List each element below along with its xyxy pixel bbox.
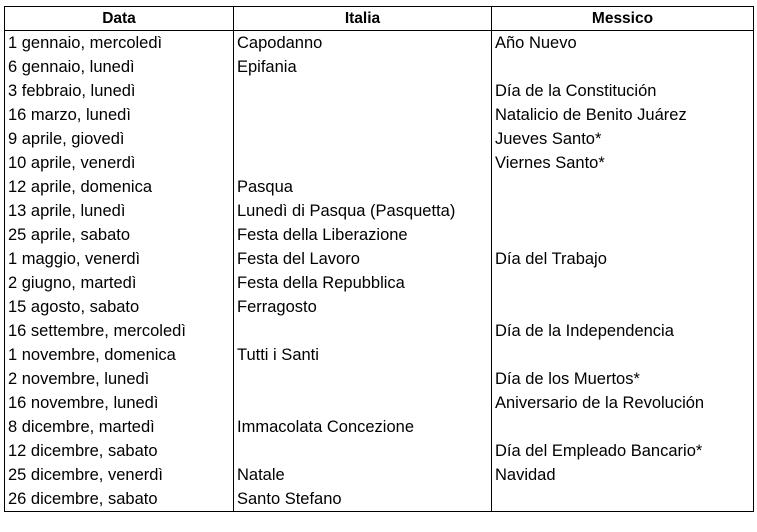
italia-cell: Lunedì di Pasqua (Pasquetta) [234, 199, 492, 223]
table-row [5, 487, 754, 512]
date-cell: 12 dicembre, sabato [5, 439, 234, 463]
messico-cell: Día del Trabajo [492, 247, 754, 271]
italia-cell [234, 127, 492, 151]
date-cell: 26 dicembre, sabato [5, 487, 234, 512]
messico-cell: Viernes Santo* [492, 151, 754, 175]
italia-cell [234, 391, 492, 415]
date-cell: 25 aprile, sabato [5, 223, 234, 247]
italia-cell [234, 319, 492, 343]
date-cell: 1 gennaio, mercoledì [5, 31, 234, 56]
table-row [5, 391, 754, 415]
messico-cell: Natalicio de Benito Juárez [492, 103, 754, 127]
table-row [5, 175, 754, 199]
table-row [5, 367, 754, 391]
messico-cell: Día del Empleado Bancario* [492, 439, 754, 463]
table-row [5, 127, 754, 151]
italia-cell: Ferragosto [234, 295, 492, 319]
messico-cell [492, 223, 754, 247]
table-row [5, 415, 754, 439]
italia-cell: Epifania [234, 55, 492, 79]
table-row [5, 319, 754, 343]
messico-cell [492, 343, 754, 367]
date-cell: 3 febbraio, lunedì [5, 79, 234, 103]
italia-cell [234, 79, 492, 103]
italia-cell: Santo Stefano [234, 487, 492, 512]
table-row [5, 103, 754, 127]
messico-cell: Día de la Constitución [492, 79, 754, 103]
messico-cell [492, 199, 754, 223]
table-row [5, 271, 754, 295]
italia-cell: Pasqua [234, 175, 492, 199]
date-cell: 16 novembre, lunedì [5, 391, 234, 415]
date-cell: 16 marzo, lunedì [5, 103, 234, 127]
date-cell: 2 novembre, lunedì [5, 367, 234, 391]
date-cell: 10 aprile, venerdì [5, 151, 234, 175]
italia-cell [234, 367, 492, 391]
date-cell: 12 aprile, domenica [5, 175, 234, 199]
messico-cell: Día de los Muertos* [492, 367, 754, 391]
italia-cell [234, 103, 492, 127]
italia-cell [234, 439, 492, 463]
date-cell: 6 gennaio, lunedì [5, 55, 234, 79]
table-row [5, 247, 754, 271]
table-row [5, 151, 754, 175]
date-cell: 15 agosto, sabato [5, 295, 234, 319]
table-row [5, 223, 754, 247]
messico-cell [492, 271, 754, 295]
header-messico: Messico [492, 7, 754, 31]
table-row [5, 343, 754, 367]
messico-cell [492, 487, 754, 512]
italia-cell: Natale [234, 463, 492, 487]
messico-cell [492, 415, 754, 439]
table-row [5, 79, 754, 103]
header-data: Data [5, 7, 234, 31]
date-cell: 8 dicembre, martedì [5, 415, 234, 439]
italia-cell: Tutti i Santi [234, 343, 492, 367]
italia-cell: Festa della Repubblica [234, 271, 492, 295]
header-italia: Italia [234, 7, 492, 31]
table-row [5, 439, 754, 463]
italia-cell [234, 151, 492, 175]
messico-cell [492, 295, 754, 319]
italia-cell: Festa del Lavoro [234, 247, 492, 271]
date-cell: 16 settembre, mercoledì [5, 319, 234, 343]
date-cell: 2 giugno, martedì [5, 271, 234, 295]
header-row [5, 7, 754, 31]
date-cell: 25 dicembre, venerdì [5, 463, 234, 487]
table-row [5, 55, 754, 79]
date-cell: 1 novembre, domenica [5, 343, 234, 367]
messico-cell: Día de la Independencia [492, 319, 754, 343]
table-row [5, 295, 754, 319]
table-row [5, 199, 754, 223]
messico-cell: Año Nuevo [492, 31, 754, 56]
table-row [5, 31, 754, 56]
italia-cell: Immacolata Concezione [234, 415, 492, 439]
table-row [5, 463, 754, 487]
italia-cell: Festa della Liberazione [234, 223, 492, 247]
date-cell: 9 aprile, giovedì [5, 127, 234, 151]
date-cell: 13 aprile, lunedì [5, 199, 234, 223]
messico-cell: Navidad [492, 463, 754, 487]
italia-cell: Capodanno [234, 31, 492, 56]
holiday-table [4, 6, 754, 512]
table-body [5, 31, 754, 512]
messico-cell: Jueves Santo* [492, 127, 754, 151]
messico-cell: Aniversario de la Revolución [492, 391, 754, 415]
messico-cell [492, 55, 754, 79]
messico-cell [492, 175, 754, 199]
date-cell: 1 maggio, venerdì [5, 247, 234, 271]
